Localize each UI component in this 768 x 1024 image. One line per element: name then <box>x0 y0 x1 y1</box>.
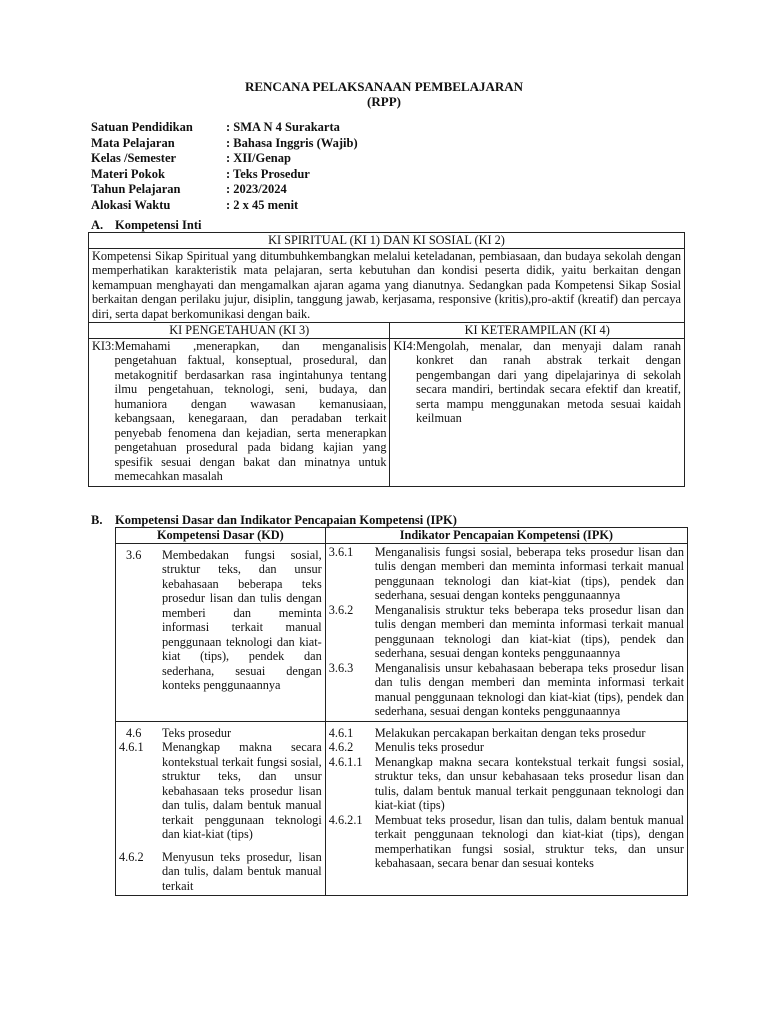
ipk-column-header: Indikator Pencapaian Kompetensi (IPK) <box>325 528 687 544</box>
kd-item <box>119 850 322 894</box>
ipk-text: Menganalisis unsur kebahasaan beberapa teks prosedur lisan dan tulis dengan memberi dan meminta informasi terkait manual penggunaan teknologi dan kiat-kiat (tips), pendek dan sederhana, sesuai dengan konteks penggunaannya <box>374 660 684 718</box>
ki3-label: KI3: <box>92 338 115 353</box>
ki3-cell <box>89 338 390 486</box>
identity-row <box>91 198 358 214</box>
ipk-number: 3.6.3 <box>328 660 354 675</box>
identity-key: Mata Pelajaran <box>91 135 175 150</box>
identity-row <box>91 167 358 183</box>
table-row <box>116 721 688 896</box>
identity-row <box>91 151 358 167</box>
identity-key: Alokasi Waktu <box>91 197 171 212</box>
ki4-label: KI4: <box>393 338 417 353</box>
kd-number: 4.6 <box>126 725 142 740</box>
ipk-number: 3.6.1 <box>328 544 354 559</box>
ipk-text: Menganalisis fungsi sosial, beberapa teks prosedur lisan dan tulis dengan memberi dan meminta informasi terkait manual penggunaan teknologi dan kiat-kiat (tips), pendek dan sederhana, sesuai dengan konteks penggunaannya <box>374 544 684 602</box>
section-title: Kompetensi Dasar dan Indikator Pencapaian Kompetensi (IPK) <box>115 513 457 527</box>
section-title: Kompetensi Inti <box>115 218 202 232</box>
section-letter: B. <box>91 513 103 527</box>
identity-value: : SMA N 4 Surakarta <box>226 120 340 134</box>
ki3-text: Memahami ,menerapkan, dan menganalisis pengetahuan faktual, konseptual, prosedural, dan metakognitif berdasarkan rasa ingintahunya tentang ilmu pengetahuan, teknologi, seni, budaya, dan humaniora dengan wawasan kemanusiaan, kebangsaan, kenegaraan, dan peradaban terkait penyebab fenomena dan kejadian, serta menerapkan pengetahuan prosedural pada bidang kajian yang spesifik sesuai dengan bakat dan minatnya untuk memecahkan masalah <box>114 338 387 483</box>
identity-value: : 2 x 45 menit <box>226 197 299 212</box>
ipk-text: Menangkap makna secara kontekstual terkait fungsi sosial, struktur teks, dan unsur kebahasaan teks prosedur lisan dan tulis, dalam bentuk manual terkait penggunaan teknologi dan kiat-kiat (tips) <box>374 754 684 812</box>
ipk-number: 3.6.2 <box>328 602 354 617</box>
kd-cell <box>116 543 326 721</box>
ipk-text: Melakukan percakapan berkaitan dengan teks prosedur <box>374 725 646 740</box>
ipk-item <box>329 740 684 755</box>
ipk-text: Menulis teks prosedur <box>374 740 485 754</box>
kd-text: Menangkap makna secara kontekstual terkait fungsi sosial, struktur teks, dan unsur kebahasaan teks prosedur lisan dan tulis, dalam bentuk manual terkait penggunaan teknologi dan kiat-kiat (tips) <box>162 740 322 841</box>
kd-item <box>119 548 322 693</box>
ki3-header: KI PENGETAHUAN (KI 3) <box>89 323 390 339</box>
ipk-number: 4.6.2.1 <box>328 812 363 827</box>
identity-key: Kelas /Semester <box>91 151 177 166</box>
identity-key: Materi Pokok <box>91 166 165 181</box>
kd-item <box>119 740 322 842</box>
ki4-cell <box>390 338 685 486</box>
ipk-number: 4.6.1.1 <box>328 754 363 769</box>
identity-key: Satuan Pendidikan <box>91 120 193 134</box>
ipk-item <box>329 661 684 719</box>
ipk-item <box>329 813 684 871</box>
kd-number: 3.6 <box>126 547 142 562</box>
identity-block <box>91 120 358 214</box>
identity-value: : 2023/2024 <box>226 182 287 197</box>
ipk-item <box>329 755 684 813</box>
kd-cell <box>116 721 326 896</box>
ipk-item <box>329 603 684 661</box>
ipk-item <box>329 726 684 741</box>
table-row <box>116 543 688 721</box>
ki12-header: KI SPIRITUAL (KI 1) DAN KI SOSIAL (KI 2) <box>89 233 685 249</box>
section-a-heading <box>91 218 201 233</box>
kd-text: Menyusun teks prosedur, lisan dan tulis, dalam bentuk manual terkait <box>162 849 322 893</box>
ipk-item <box>329 545 684 603</box>
ipk-cell <box>325 543 687 721</box>
identity-row <box>91 182 358 198</box>
ipk-number: 4.6.1 <box>328 725 354 740</box>
kd-ipk-table <box>115 527 688 896</box>
document-subtitle: (RPP) <box>367 94 401 109</box>
identity-value: : Teks Prosedur <box>226 166 310 181</box>
ipk-cell <box>325 721 687 896</box>
kd-number: 4.6.2 <box>119 849 144 864</box>
ki12-text: Kompetensi Sikap Spiritual yang ditumbuhkembangkan melalui keteladanan, pembiasaan, dan budaya sekolah dengan memperhatikan karakteristik mata pelajaran, serta kebutuhan dan kondisi peserta didik, yaitu berkaitan dengan kemampuan menghayati dan mengamalkan ajaran agama yang dianutnya. Sedangkan pada Kompetensi Sikap Sosial berkaitan dengan perilaku jujur, disiplin, tanggung jawab, kerjasama, responsive (kritis),pro-aktif (kreatif) dan percaya diri, serta dapat berkomunikasi dengan baik. <box>89 248 685 323</box>
identity-value: : Bahasa Inggris (Wajib) <box>226 135 358 150</box>
ki4-header: KI KETERAMPILAN (KI 4) <box>390 323 685 339</box>
document-title: RENCANA PELAKSANAAN PEMBELAJARAN <box>244 79 524 94</box>
kd-number: 4.6.1 <box>119 740 144 754</box>
kompetensi-inti-table <box>88 232 685 487</box>
ipk-text: Menganalisis struktur teks beberapa teks prosedur lisan dan tulis dengan memberi dan meminta informasi terkait manual penggunaan teknologi dan kiat-kiat (tips), pendek dan sederhana, sesuai dengan konteks penggunaannya <box>374 602 684 660</box>
kd-text: Membedakan fungsi sosial, struktur teks, dan unsur kebahasaan beberapa teks prosedur lisan dan tulis dengan memberi dan meminta informasi terkait manual penggunaan teknologi dan kiat-kiat (tips), pendek dan sederhana, sesuai dengan konteks penggunaannya <box>162 547 322 692</box>
kd-column-header: Kompetensi Dasar (KD) <box>116 528 326 544</box>
identity-row <box>91 120 358 136</box>
identity-key: Tahun Pelajaran <box>91 182 181 197</box>
ipk-text: Membuat teks prosedur, lisan dan tulis, dalam bentuk manual terkait penggunaan teknologi dan kiat-kiat (tips), dengan memperhatikan fungsi sosial, struktur teks, dan unsur kebahasaan, secara benar dan sesuai konteks <box>374 812 684 870</box>
kd-item <box>119 726 322 741</box>
ipk-number: 4.6.2 <box>328 740 354 754</box>
kd-text: Teks prosedur <box>162 725 232 740</box>
identity-row <box>91 136 358 152</box>
ki4-text: Mengolah, menalar, dan menyaji dalam ranah konkret dan ranah abstrak terkait dengan pengembangan dari yang dipelajarinya di sekolah secara mandiri, bertindak secara efektif dan kreatif, serta mampu menggunakan metoda sesuai kaidah keilmuan <box>416 338 681 425</box>
identity-value: : XII/Genap <box>226 151 291 166</box>
section-b-heading <box>91 513 457 528</box>
section-letter: A. <box>91 218 104 232</box>
